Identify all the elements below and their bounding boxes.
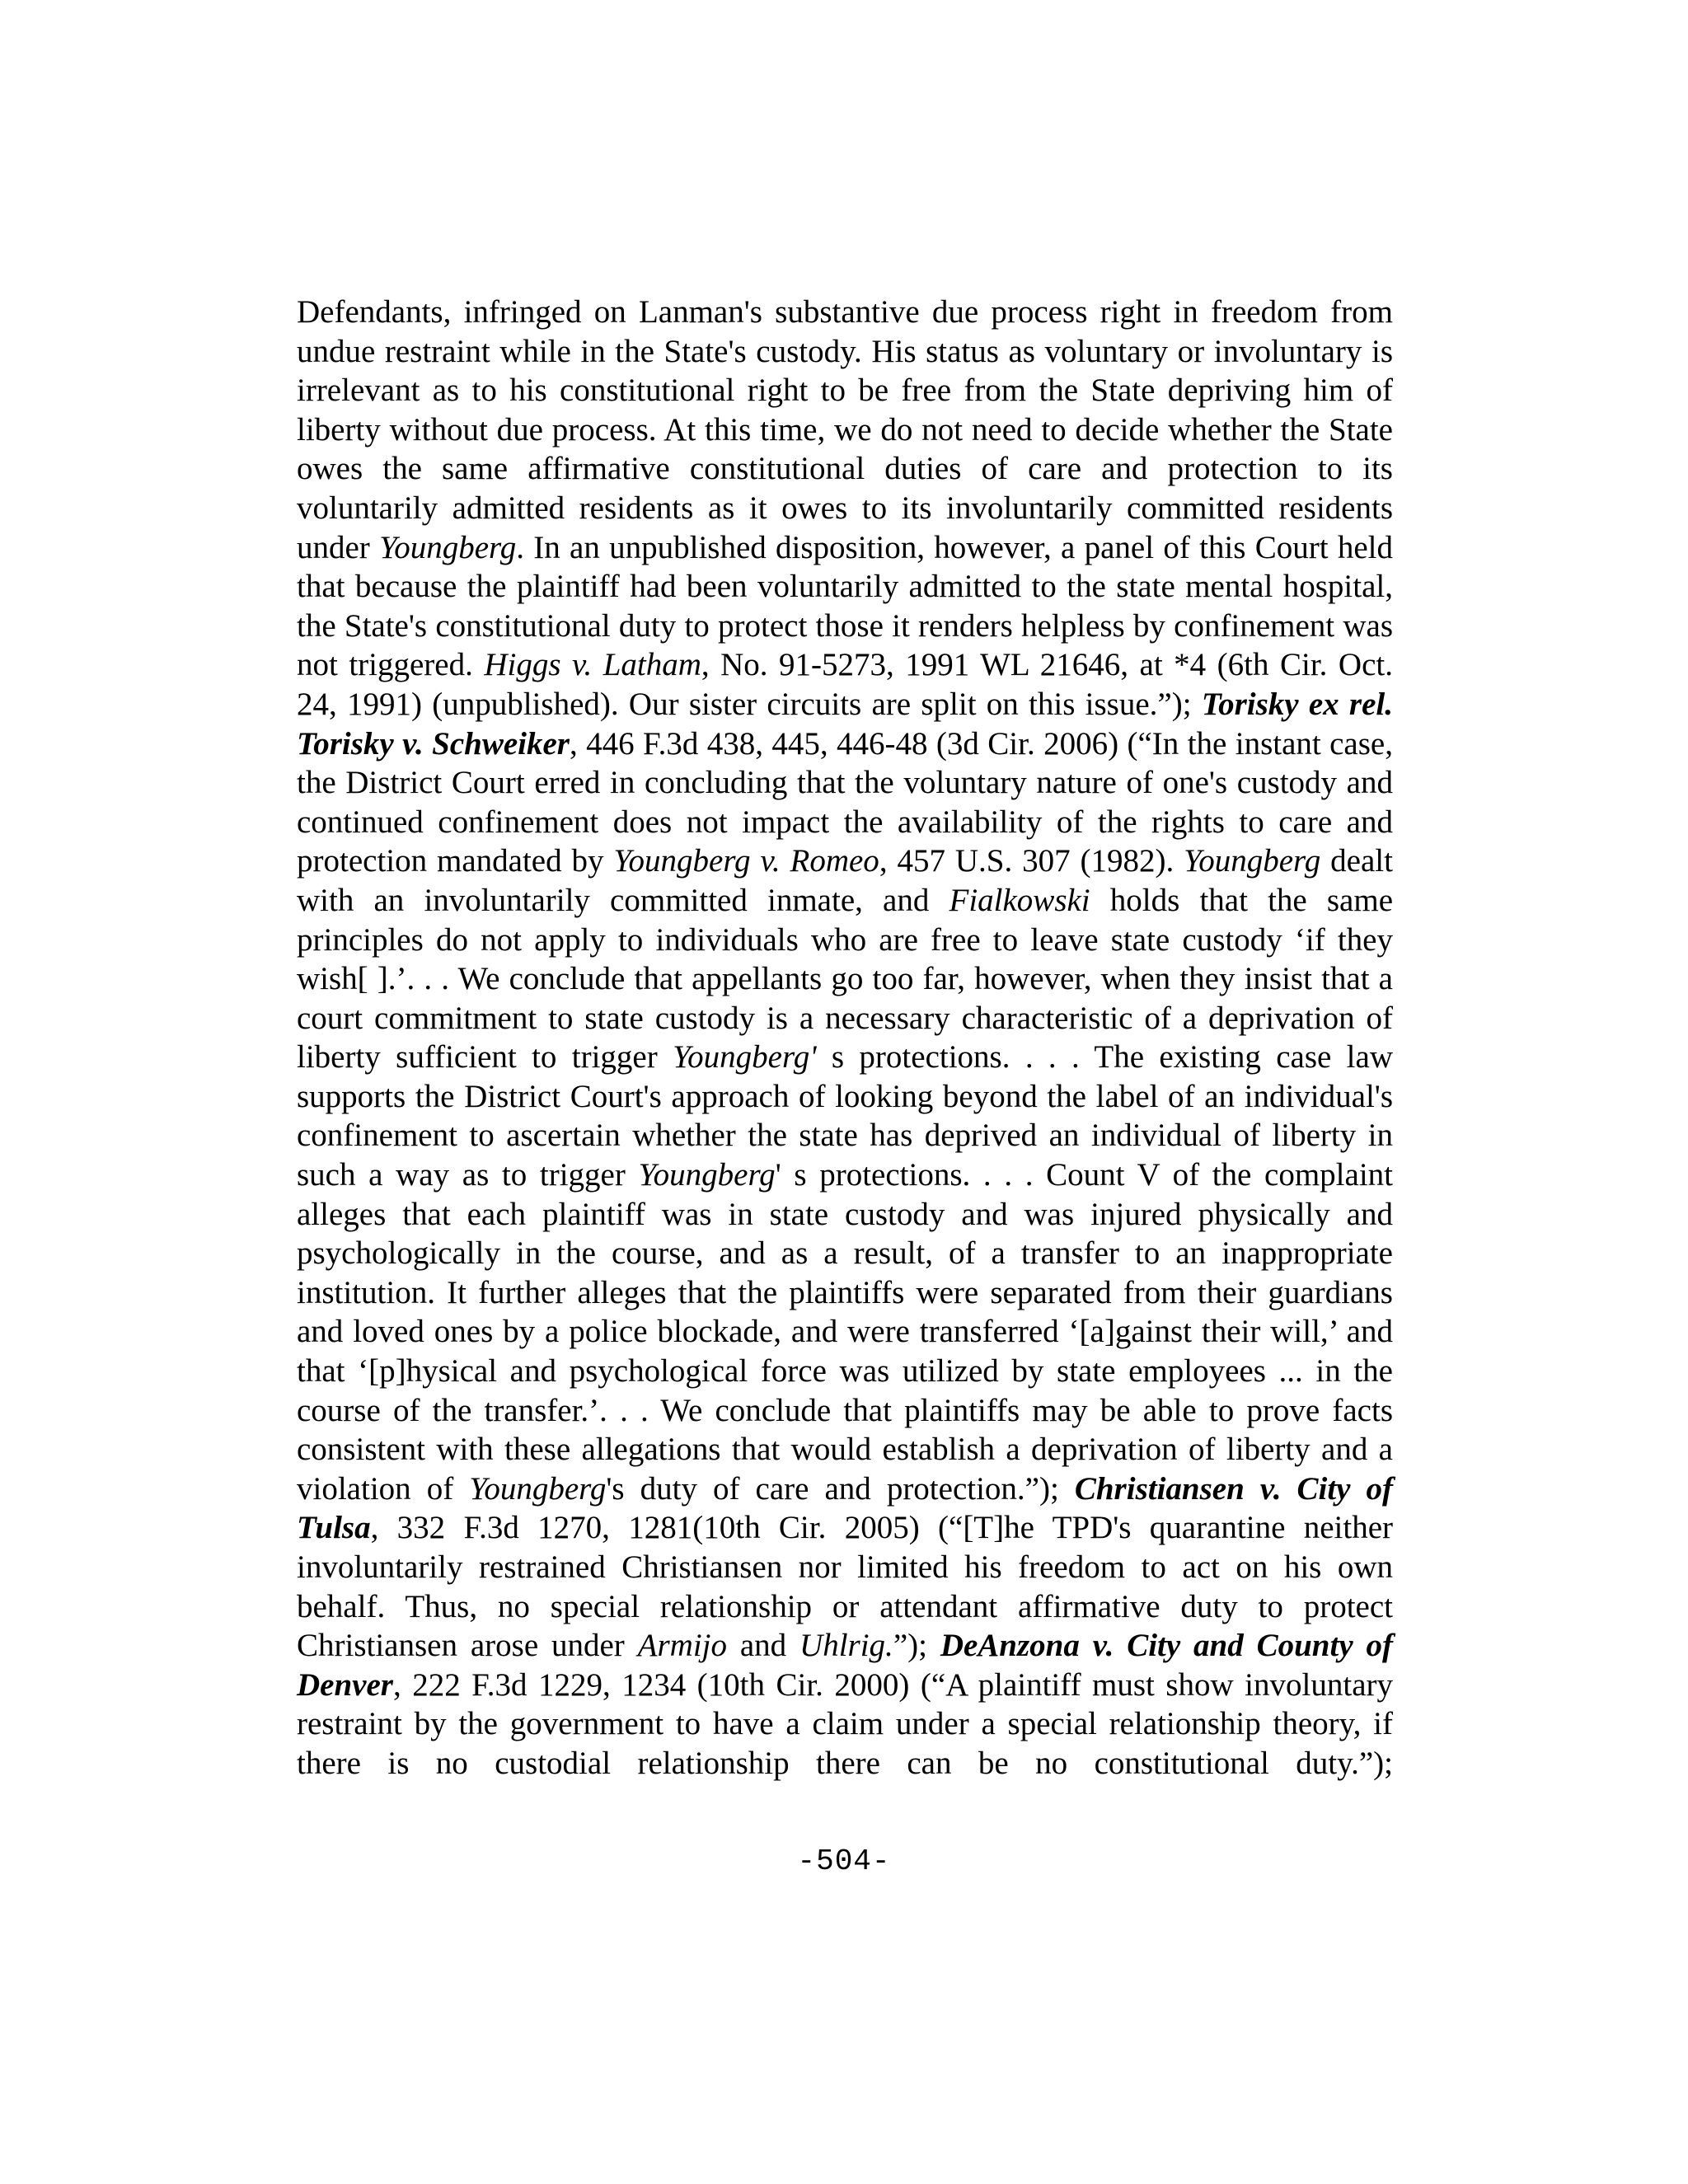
italic-citation: Armijo: [637, 1628, 727, 1664]
text-run: dealt with an involuntarily committed inmate, and: [297, 843, 1393, 918]
text-run: . In an unpublished disposition, however, a panel of this Court held that because the plaintiff had been voluntarily admitted to the state mental hospital, the State's constitutional duty to protect those it renders helpless by confinement was not triggered.: [297, 529, 1393, 683]
italic-citation: Youngberg: [1184, 843, 1321, 879]
italic-citation: Higgs v. Latham: [484, 647, 701, 683]
text-run: and: [727, 1628, 800, 1664]
italic-citation: Youngberg v. Romeo: [613, 843, 879, 879]
text-run: 's duty of care and protection.”);: [606, 1470, 1075, 1507]
text-run: , 446 F.3d 438, 445, 446-48 (3d Cir. 2006) (“In the instant case, the District Court erred in concluding that the voluntary nature of one's custody and continued confinement does not impact the availability of the rights to care and protection mandated by: [297, 725, 1393, 879]
page-number: -504-: [797, 1844, 891, 1878]
italic-citation: Uhlrig.: [799, 1628, 893, 1664]
italic-citation: Youngberg: [379, 529, 517, 565]
text-run: s protections. . . . The existing case law supports the District Court's approach of looking beyond the label of an individual's confinement to ascertain whether the state has deprived an individual of liberty in such a way as to trigger: [297, 1039, 1393, 1193]
text-run: , No. 91-5273, 1991 WL 21646, at *4 (6th Cir. Oct. 24, 1991) (unpublished). Our sister circuits are split on this issue.”);: [297, 647, 1393, 722]
text-run: , 457 U.S. 307 (1982).: [879, 843, 1184, 879]
text-run: , 332 F.3d 1270, 1281(10th Cir. 2005) (“[T]he TPD's quarantine neither involuntarily restrained Christiansen nor limited his freedom to act on his own behalf. Thus, no special relationship or attendant affirmative duty to protect Christiansen arose under: [297, 1510, 1393, 1664]
italic-citation: Youngberg: [469, 1470, 607, 1507]
italic-citation: Fialkowski: [949, 882, 1090, 918]
case-name: Christiansen v. City of Tulsa: [297, 1470, 1393, 1546]
text-run: Defendants, infringed on Lanman's substantive due process right in freedom from undue restraint while in the State's custody. His status as voluntary or involuntary is irrelevant as to his constitutional right to be free from the State depriving him of liberty without due process. At this time, we do not need to decide whether the State owes the same affirmative constitutional duties of care and protection to its voluntarily admitted residents as it owes to its involuntarily committed residents under: [297, 294, 1393, 565]
body-paragraph: [297, 293, 1393, 1783]
text-run: ”);: [893, 1628, 940, 1664]
case-name: Torisky ex rel. Torisky v. Schweiker: [297, 686, 1393, 762]
text-run: ' s protections. . . . Count V of the complaint alleges that each plaintiff was in state custody and was injured physically and psychologically in the course, and as a result, of a transfer to an inappropriate institution. It further alleges that the plaintiffs were separated from their guardians and loved ones by a police blockade, and were transferred ‘[a]gainst their will,’ and that ‘[p]hysical and psychological force was utilized by state employees ... in the course of the transfer.’. . . We conclude that plaintiffs may be able to prove facts consistent with these allegations that would establish a deprivation of liberty and a violation of: [297, 1157, 1393, 1507]
italic-citation: Youngberg': [673, 1039, 817, 1076]
text-run: holds that the same principles do not apply to individuals who are free to leave state custody ‘if they wish[ ].’. . . We conclude that appellants go too far, however, when they insist that a court commitment to state custody is a necessary characteristic of a deprivation of liberty sufficient to trigger: [297, 882, 1394, 1076]
case-name: DeAnzona v. City and County of Denver: [297, 1628, 1393, 1703]
italic-citation: Youngberg: [638, 1157, 776, 1193]
text-run: , 222 F.3d 1229, 1234 (10th Cir. 2000) (“A plaintiff must show involuntary restraint by the government to have a claim under a special relationship theory, if there is no custodial relationship there can be no constitutional duty.”);: [297, 1666, 1393, 1781]
